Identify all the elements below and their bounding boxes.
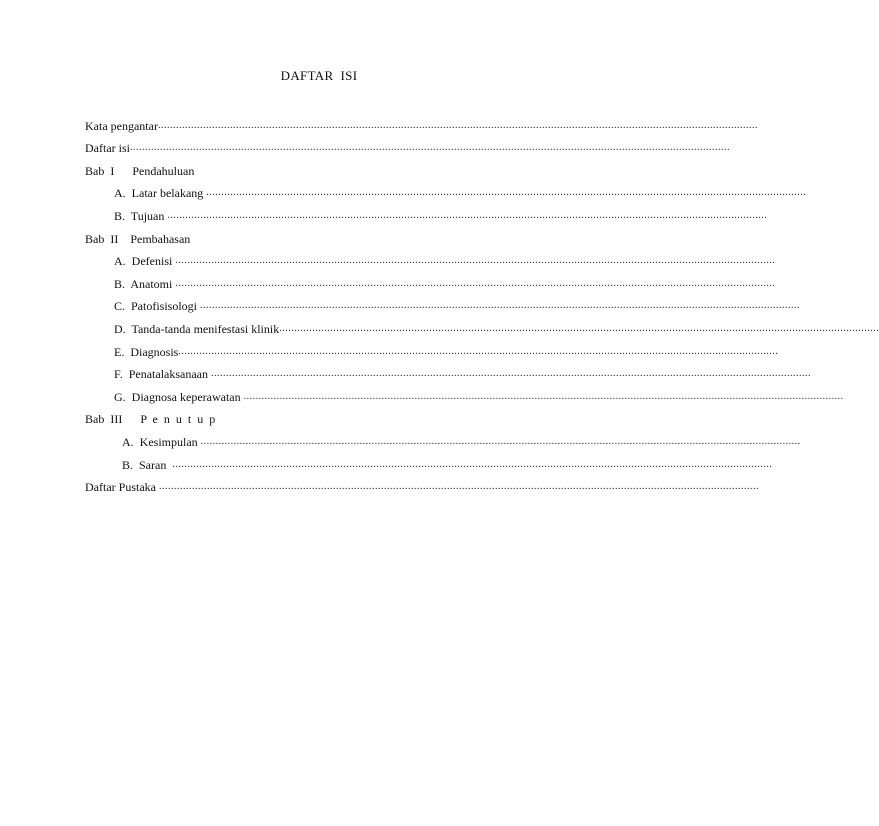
toc-entry <box>85 315 879 338</box>
dot-leader: ........................................................................................................................................................................................................ <box>279 322 879 334</box>
toc-entry <box>85 202 768 225</box>
toc-entry-label: C. Patofisisologi <box>114 299 201 314</box>
dot-leader: ........................................................................................................................................................................................................ <box>158 481 759 493</box>
toc-entry-label: A. Defenisi <box>114 254 176 269</box>
toc-entry <box>85 270 776 293</box>
toc-entry <box>85 451 773 474</box>
toc-entry <box>85 474 759 497</box>
toc-entry-label: A. Kesimpulan <box>122 434 201 449</box>
dot-leader: ........................................................................................................................................................................................................ <box>243 390 844 402</box>
toc-chapter-heading <box>85 157 506 180</box>
dot-leader: ........................................................................................................................................................................................................ <box>129 142 730 154</box>
toc-entry <box>85 135 730 158</box>
page-title: DAFTAR ISI <box>280 68 358 83</box>
toc-entry <box>85 383 844 406</box>
dot-leader: ........................................................................................................................................................................................................ <box>175 255 776 267</box>
dot-leader: ........................................................................................................................................................................................................ <box>175 277 776 289</box>
toc-entry <box>85 361 812 384</box>
toc-entry-label: Kata pengantar <box>85 118 158 133</box>
toc-entry-label: Bab I Pendahuluan <box>85 163 195 178</box>
toc-entry-label: G. Diagnosa keperawatan <box>114 389 244 404</box>
toc-chapter-heading <box>85 225 506 248</box>
dot-leader: ........................................................................................................................................................................................................ <box>200 435 801 447</box>
toc-entry <box>85 293 801 316</box>
toc-entry <box>85 248 776 271</box>
toc-entry-label: B. Tujuan <box>114 208 168 223</box>
toc-entry-label: E. Diagnosis <box>114 344 179 359</box>
toc-entry-label: B. Saran <box>122 457 173 472</box>
dot-leader: ........................................................................................................................................................................................................ <box>211 368 812 380</box>
table-of-contents <box>85 112 879 496</box>
toc-entry-label: Bab II Pembahasan <box>85 231 191 246</box>
toc-entry <box>85 112 758 135</box>
dot-leader: ........................................................................................................................................................................................................ <box>172 458 773 470</box>
dot-leader: ........................................................................................................................................................................................................ <box>200 300 801 312</box>
toc-entry-label: Daftar Pustaka <box>85 480 159 495</box>
dot-leader: ........................................................................................................................................................................................................ <box>178 345 779 357</box>
toc-entry-label: D. Tanda-tanda menifestasi klinik <box>114 321 280 336</box>
toc-entry-label: B. Anatomi <box>114 276 176 291</box>
dot-leader: ........................................................................................................................................................................................................ <box>206 187 807 199</box>
toc-entry <box>85 180 807 203</box>
toc-entry-label: Daftar isi <box>85 141 130 156</box>
toc-entry-label: Bab III P e n u t u p <box>85 412 216 427</box>
toc-entry-label: F. Penatalaksanaan <box>114 367 212 382</box>
dot-leader: ........................................................................................................................................................................................................ <box>167 209 768 221</box>
toc-chapter-heading <box>85 406 506 429</box>
toc-entry <box>85 428 801 451</box>
toc-entry <box>85 338 779 361</box>
toc-entry-label: A. Latar belakang <box>114 186 207 201</box>
dot-leader: ........................................................................................................................................................................................................ <box>157 119 758 131</box>
